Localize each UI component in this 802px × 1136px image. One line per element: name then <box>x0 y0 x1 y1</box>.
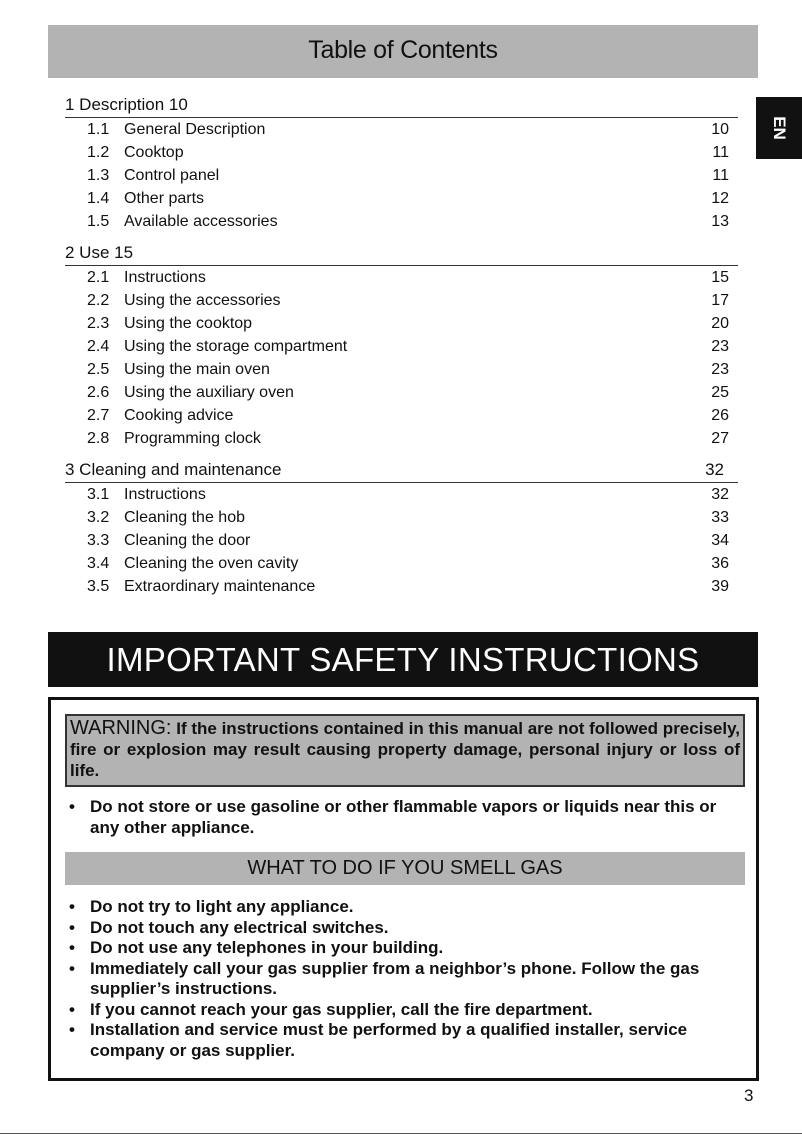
bullet-item: • Do not store or use gasoline or other flammable vapors or liquids near this or any other appliance. <box>65 797 735 838</box>
entry-page: 32 <box>711 486 729 503</box>
entry-page: 11 <box>712 144 729 161</box>
entry-page: 25 <box>711 384 729 401</box>
entry-label: Cleaning the door <box>124 532 251 549</box>
entry-label: Using the main oven <box>124 361 270 378</box>
gas-heading: WHAT TO DO IF YOU SMELL GAS <box>65 852 745 885</box>
language-tab <box>756 97 802 159</box>
warning-box <box>65 714 745 787</box>
toc-entry[interactable] <box>65 210 738 233</box>
toc-entry[interactable] <box>65 552 738 575</box>
toc-title: Table of Contents <box>48 25 758 78</box>
entry-page: 26 <box>711 407 729 424</box>
entry-label: Available accessories <box>124 213 278 230</box>
entry-number: 2.8 <box>87 430 110 447</box>
entry-page: 23 <box>711 361 729 378</box>
section-title: 1 Description 10 <box>65 95 188 114</box>
entry-number: 2.6 <box>87 384 110 401</box>
page-number: 3 <box>744 1086 754 1105</box>
entry-number: 3.2 <box>87 509 110 526</box>
toc-entry[interactable] <box>65 141 738 164</box>
entry-number: 1.5 <box>87 213 110 230</box>
bullet-item: • Do not use any telephones in your building. <box>65 938 735 959</box>
entry-number: 3.3 <box>87 532 110 549</box>
entry-label: Using the storage compartment <box>124 338 348 355</box>
entry-number: 2.7 <box>87 407 110 424</box>
entry-number: 3.4 <box>87 555 110 572</box>
entry-page: 15 <box>711 269 729 286</box>
entry-number: 2.2 <box>87 292 110 309</box>
entry-label: Using the cooktop <box>124 315 253 332</box>
entry-label: Control panel <box>124 167 220 184</box>
entry-number: 3.1 <box>87 486 110 503</box>
entry-label: Using the auxiliary oven <box>124 384 294 401</box>
entry-page: 33 <box>711 509 729 526</box>
safety-box <box>48 697 759 1081</box>
toc-entry[interactable] <box>65 404 738 427</box>
entry-label: Instructions <box>124 269 206 286</box>
toc-entry[interactable] <box>65 118 738 141</box>
toc-entry[interactable] <box>65 312 738 335</box>
entry-page: 27 <box>711 430 729 447</box>
entry-number: 1.4 <box>87 190 110 207</box>
entry-number: 3.5 <box>87 578 110 595</box>
bullet-item: • Do not touch any electrical switches. <box>65 918 735 939</box>
section-title: 3 Cleaning and maintenance <box>65 460 282 479</box>
entry-page: 34 <box>711 532 729 549</box>
entry-page: 13 <box>711 213 729 230</box>
entry-number: 1.1 <box>87 121 110 138</box>
entry-page: 23 <box>711 338 729 355</box>
entry-number: 2.1 <box>87 269 110 286</box>
toc-section-heading[interactable] <box>65 240 738 266</box>
entry-page: 36 <box>711 555 729 572</box>
bullet-item: • Installation and service must be performed by a qualified installer, service company or gas supplier. <box>65 1020 735 1061</box>
toc-entry[interactable] <box>65 266 738 289</box>
entry-label: Instructions <box>124 486 206 503</box>
toc-entry[interactable] <box>65 164 738 187</box>
toc-entry[interactable] <box>65 506 738 529</box>
toc-entry[interactable] <box>65 358 738 381</box>
bottom-rule <box>0 1133 802 1134</box>
toc-entry[interactable] <box>65 529 738 552</box>
safety-banner: IMPORTANT SAFETY INSTRUCTIONS <box>48 632 758 687</box>
entry-page: 11 <box>712 167 729 184</box>
entry-label: Programming clock <box>124 430 261 447</box>
table-of-contents <box>65 92 738 598</box>
entry-label: Other parts <box>124 190 205 207</box>
toc-entry[interactable] <box>65 483 738 506</box>
entry-number: 2.4 <box>87 338 110 355</box>
entry-label: General Description <box>124 121 266 138</box>
bullet-item: • Immediately call your gas supplier from a neighbor’s phone. Follow the gas supplier’s instructions. <box>65 959 735 1000</box>
entry-label: Using the accessories <box>124 292 281 309</box>
gas-bullets <box>65 897 735 1061</box>
toc-entry[interactable] <box>65 381 738 404</box>
entry-label: Extraordinary maintenance <box>124 578 316 595</box>
language-label: EN <box>770 116 789 140</box>
warning-label: WARNING: <box>70 717 172 739</box>
entry-page: 39 <box>711 578 729 595</box>
entry-page: 17 <box>711 292 729 309</box>
section-title: 2 Use 15 <box>65 243 134 262</box>
entry-number: 2.3 <box>87 315 110 332</box>
entry-number: 1.3 <box>87 167 110 184</box>
toc-entry[interactable] <box>65 187 738 210</box>
entry-label: Cooktop <box>124 144 184 161</box>
entry-number: 1.2 <box>87 144 110 161</box>
bullet-item: • If you cannot reach your gas supplier, call the fire department. <box>65 1000 735 1021</box>
warning-text: If the instructions contained in this manual are not followed precisely, fire or explosion may result causing property damage, personal injury or loss of life. <box>70 719 740 780</box>
toc-section-heading[interactable] <box>65 92 738 118</box>
section-page: 32 <box>705 460 724 479</box>
entry-number: 2.5 <box>87 361 110 378</box>
entry-page: 10 <box>711 121 729 138</box>
entry-page: 12 <box>711 190 729 207</box>
entry-page: 20 <box>711 315 729 332</box>
toc-entry[interactable] <box>65 575 738 598</box>
top-bullets <box>65 797 735 838</box>
entry-label: Cooking advice <box>124 407 234 424</box>
entry-label: Cleaning the oven cavity <box>124 555 299 572</box>
toc-entry[interactable] <box>65 289 738 312</box>
bullet-item: • Do not try to light any appliance. <box>65 897 735 918</box>
toc-entry[interactable] <box>65 335 738 358</box>
toc-section-heading[interactable] <box>65 457 738 483</box>
entry-label: Cleaning the hob <box>124 509 245 526</box>
toc-entry[interactable] <box>65 427 738 450</box>
